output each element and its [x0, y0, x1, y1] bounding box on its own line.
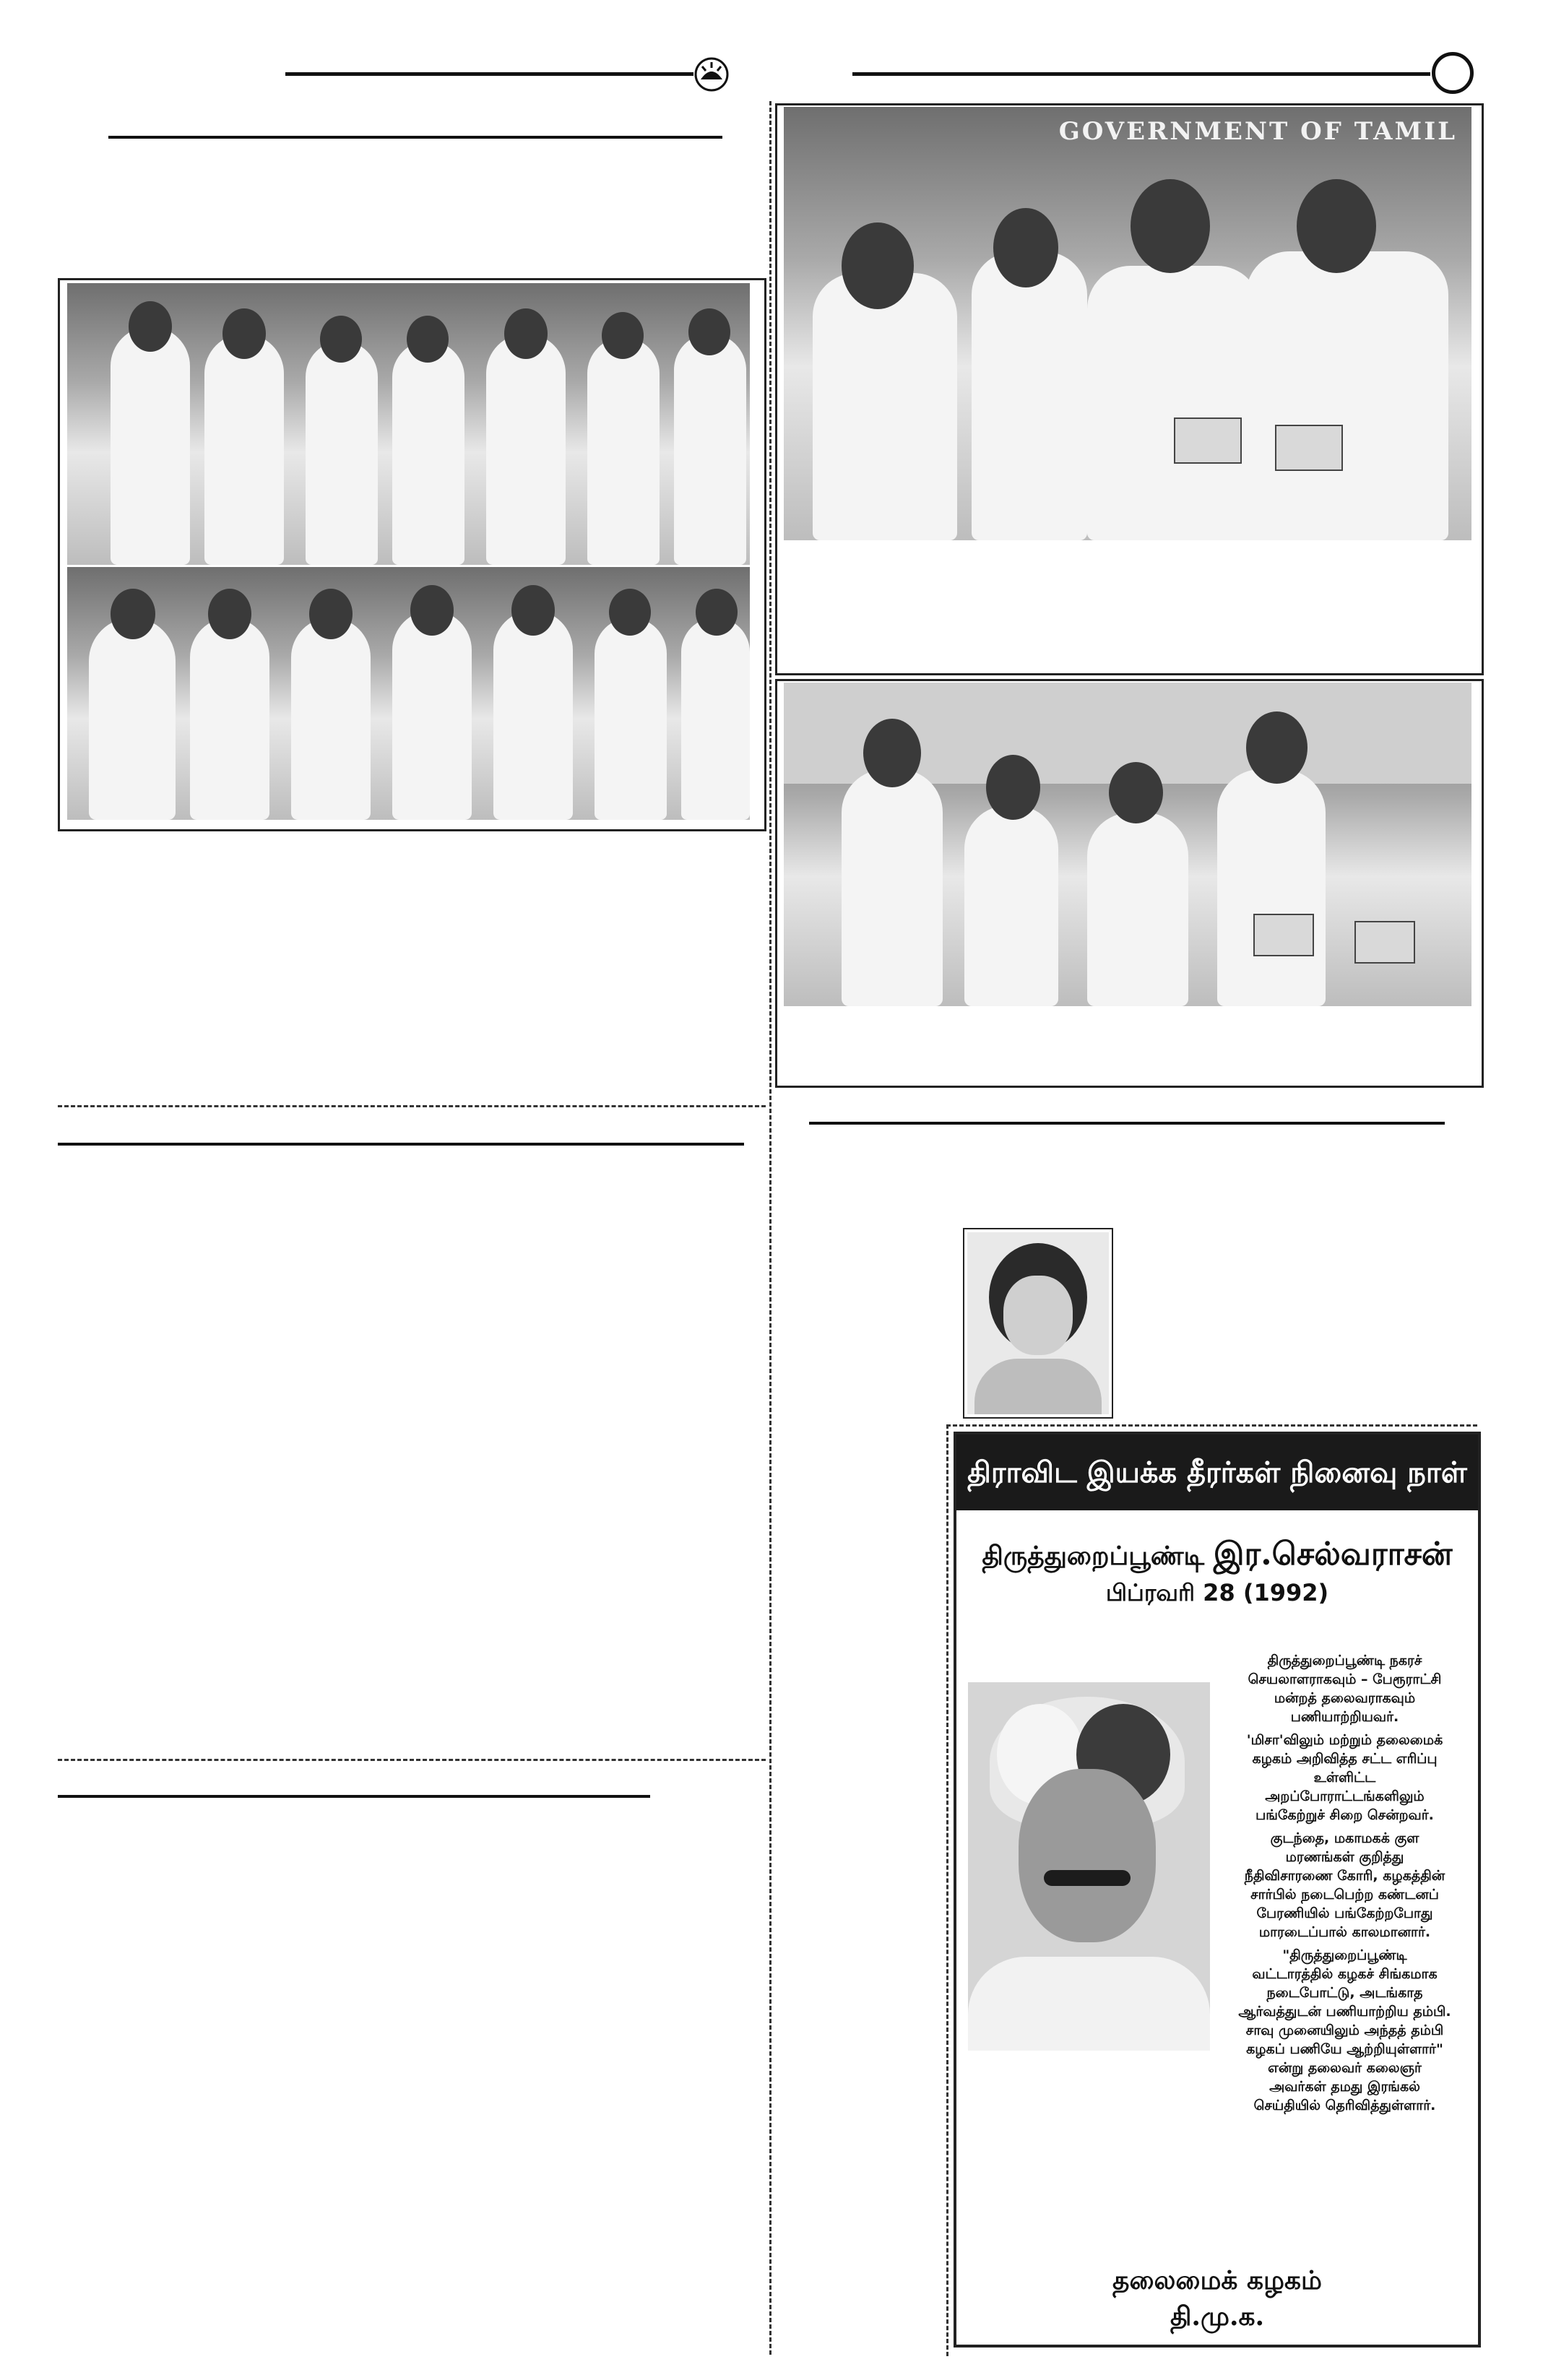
rising-sun-emblem-icon: [693, 56, 730, 92]
bio-line: அவர்கள் தமது இரங்கல்: [1269, 2079, 1420, 2095]
bio-line: பங்கேற்றுச் சிறை சென்றவர்.: [1255, 1807, 1434, 1823]
right-mid-photo: [784, 683, 1471, 1006]
bio-line: "திருத்துறைப்பூண்டி: [1282, 1947, 1407, 1963]
bio-line: நீதிவிசாரணை கோரி, கழகத்தின்: [1244, 1868, 1445, 1884]
tribute-date: பிப்ரவரி 28 (1992): [1105, 1579, 1329, 1606]
tribute-name: இர.செல்வராசன்: [1213, 1536, 1453, 1572]
tribute-bio: [1220, 1651, 1469, 2115]
bio-line: செயலாளராகவும் – பேரூராட்சி: [1248, 1671, 1442, 1687]
bio-line: திருத்துறைப்பூண்டி நகரச்: [1267, 1653, 1422, 1669]
left-headline-rule: [108, 136, 722, 139]
tribute-name-prefix: திருத்துறைப்பூண்டி: [982, 1541, 1205, 1571]
tribute-portrait: [968, 1682, 1210, 2051]
tribute-dash-top: [946, 1424, 1477, 1427]
right-top-photo: [784, 107, 1471, 540]
bio-line: சார்பில் நடைபெற்ற கண்டனப்: [1250, 1887, 1439, 1903]
bio-line: உள்ளிட்ட: [1313, 1770, 1376, 1786]
header-rule-left: [285, 72, 693, 76]
header-rule-right: [852, 72, 1430, 76]
group-photo-bottom: [67, 567, 750, 820]
left-headline-rule-3: [58, 1795, 650, 1798]
author-portrait: [967, 1232, 1109, 1414]
tribute-title: திராவிட இயக்க தீரர்கள் நினைவு நாள்: [956, 1435, 1478, 1510]
bio-line: 'மிசா'விலும் மற்றும் தலைமைக்: [1246, 1732, 1443, 1748]
tribute-footer-party: தி.மு.க.: [1170, 2301, 1265, 2332]
column-divider: [769, 101, 772, 2355]
bio-line: குடந்தை, மகாமகக் குள: [1270, 1830, 1419, 1846]
left-headline-rule-2: [58, 1143, 744, 1146]
left-section-divider-1: [58, 1105, 766, 1107]
left-section-divider-2: [58, 1759, 766, 1761]
bio-line: வட்டாரத்தில் கழகச் சிங்கமாக: [1252, 1966, 1438, 1982]
bio-line: அறப்போராட்டங்களிலும்: [1265, 1788, 1425, 1804]
bio-line: கழகப் பணியே ஆற்றியுள்ளார்": [1246, 2041, 1443, 2057]
bio-line: கழகம் அறிவித்த சட்ட எரிப்பு: [1252, 1751, 1438, 1767]
bio-line: மன்றத் தலைவராகவும்: [1274, 1690, 1416, 1706]
bio-line: பேரணியில் பங்கேற்றபோது: [1256, 1905, 1433, 1921]
page-number-badge: [1432, 52, 1474, 94]
bio-line: சாவு முனையிலும் அந்தத் தம்பி: [1245, 2022, 1444, 2038]
bio-line: மாரடைப்பால் காலமானார்.: [1258, 1924, 1431, 1940]
government-banner-text: GOVERNMENT OF TAMIL: [1058, 117, 1457, 146]
bio-line: செய்தியில் தெரிவித்துள்ளார்.: [1253, 2098, 1436, 2113]
tribute-box: [954, 1432, 1481, 2347]
author-portrait-frame: [963, 1228, 1113, 1419]
tribute-footer-org: தலைமைக் கழகம்: [1112, 2265, 1322, 2295]
tribute-dash-left: [946, 1424, 948, 2356]
bio-line: மரணங்கள் குறித்து: [1285, 1849, 1404, 1865]
bio-line: என்று தலைவர் கலைஞர்: [1268, 2060, 1422, 2076]
bio-line: ஆர்வத்துடன் பணியாற்றிய தம்பி.: [1238, 2004, 1451, 2020]
group-photo-top: [67, 283, 750, 565]
bio-line: நடைபோட்டு, அடங்காத: [1266, 1985, 1423, 2001]
right-headline-rule: [809, 1122, 1445, 1125]
bio-line: பணியாற்றியவர்.: [1290, 1709, 1399, 1725]
